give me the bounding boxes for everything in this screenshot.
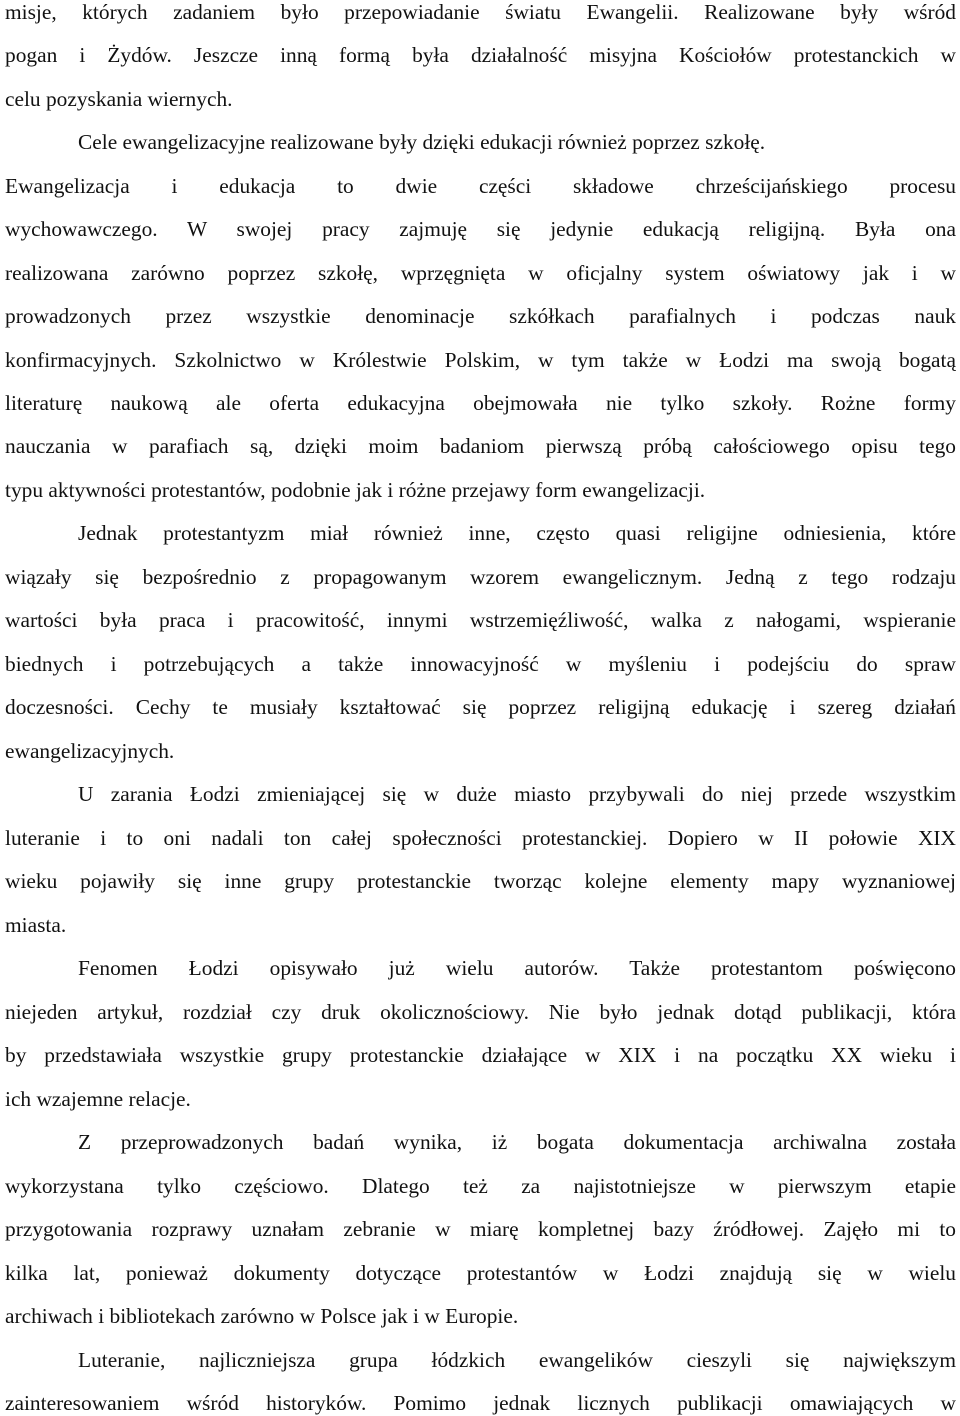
text-line: U zarania Łodzi zmieniającej się w duże miasto przybywali do niej przede wszystkim [78,782,956,806]
text-line: miasta. [5,913,67,937]
text-line: realizowana zarówno poprzez szkołę, wprzęgnięta w oficjalny system oświatowy jak i w [5,261,956,285]
text-line: Luteranie, najliczniejsza grupa łódzkich ewangelików cieszyli się największym [78,1348,956,1372]
text-line: Cele ewangelizacyjne realizowane były dzięki edukacji również poprzez szkołę. [78,130,766,154]
text-line: by przedstawiała wszystkie grupy protestanckie działające w XIX i na początku XX wieku i [5,1043,956,1067]
text-line: nauczania w parafiach są, dzięki moim badaniom pierwszą próbą całościowego opisu tego [5,434,956,458]
text-line: literaturę naukową ale oferta edukacyjna obejmowała nie tylko szkoły. Rożne formy [5,391,956,415]
text-line: wychowawczego. W swojej pracy zajmuję się jedynie edukacją religijną. Była ona [5,217,956,241]
text-line: pogan i Żydów. Jeszcze inną formą była działalność misyjna Kościołów protestanckich w [5,43,956,67]
text-line: typu aktywności protestantów, podobnie jak i różne przejawy form ewangelizacji. [5,478,706,502]
text-line: wykorzystana tylko częściowo. Dlatego też za najistotniejsze w pierwszym etapie [5,1174,956,1198]
text-line: wiązały się bezpośrednio z propagowanym wzorem ewangelicznym. Jedną z tego rodzaju [5,565,956,589]
text-line: Z przeprowadzonych badań wynika, iż bogata dokumentacja archiwalna została [78,1130,956,1154]
text-line: wieku pojawiły się inne grupy protestanckie tworząc kolejne elementy mapy wyznaniowej [5,869,956,893]
text-line: doczesności. Cechy te musiały kształtować się poprzez religijną edukację i szereg działań [5,695,956,719]
text-line: biednych i potrzebujących a także innowacyjność w myśleniu i podejściu do spraw [5,652,956,676]
text-line: prowadzonych przez wszystkie denominacje szkółkach parafialnych i podczas nauk [5,304,956,328]
text-line: Fenomen Łodzi opisywało już wielu autorów. Także protestantom poświęcono [78,956,956,980]
text-line: Jednak protestantyzm miał również inne, często quasi religijne odniesienia, które [78,521,956,545]
text-line: konfirmacyjnych. Szkolnictwo w Królestwie Polskim, w tym także w Łodzi ma swoją bogatą [5,348,956,372]
text-line: przygotowania rozprawy uznałam zebranie w miarę kompletnej bazy źródłowej. Zajęło mi to [5,1217,956,1241]
text-line: misje, których zadaniem było przepowiadanie światu Ewangelii. Realizowane były wśród [5,0,956,24]
text-line: zainteresowaniem wśród historyków. Pomimo jednak licznych publikacji omawiających w [5,1391,956,1415]
text-line: niejeden artykuł, rozdział czy druk okolicznościowy. Nie było jednak dotąd publikacji, która [5,1000,956,1024]
text-line: ich wzajemne relacje. [5,1087,191,1111]
text-line: kilka lat, ponieważ dokumenty dotyczące protestantów w Łodzi znajdują się w wielu [5,1261,956,1285]
text-line: Ewangelizacja i edukacja to dwie części składowe chrześcijańskiego procesu [5,174,956,198]
text-line: wartości była praca i pracowitość, innymi wstrzemięźliwość, walka z nałogami, wspieranie [5,608,956,632]
text-line: luteranie i to oni nadali ton całej społeczności protestanckiej. Dopiero w II połowie XIX [5,826,956,850]
text-line: ewangelizacyjnych. [5,739,175,763]
text-line: celu pozyskania wiernych. [5,87,233,111]
text-line: archiwach i bibliotekach zarówno w Polsce jak i w Europie. [5,1304,519,1328]
